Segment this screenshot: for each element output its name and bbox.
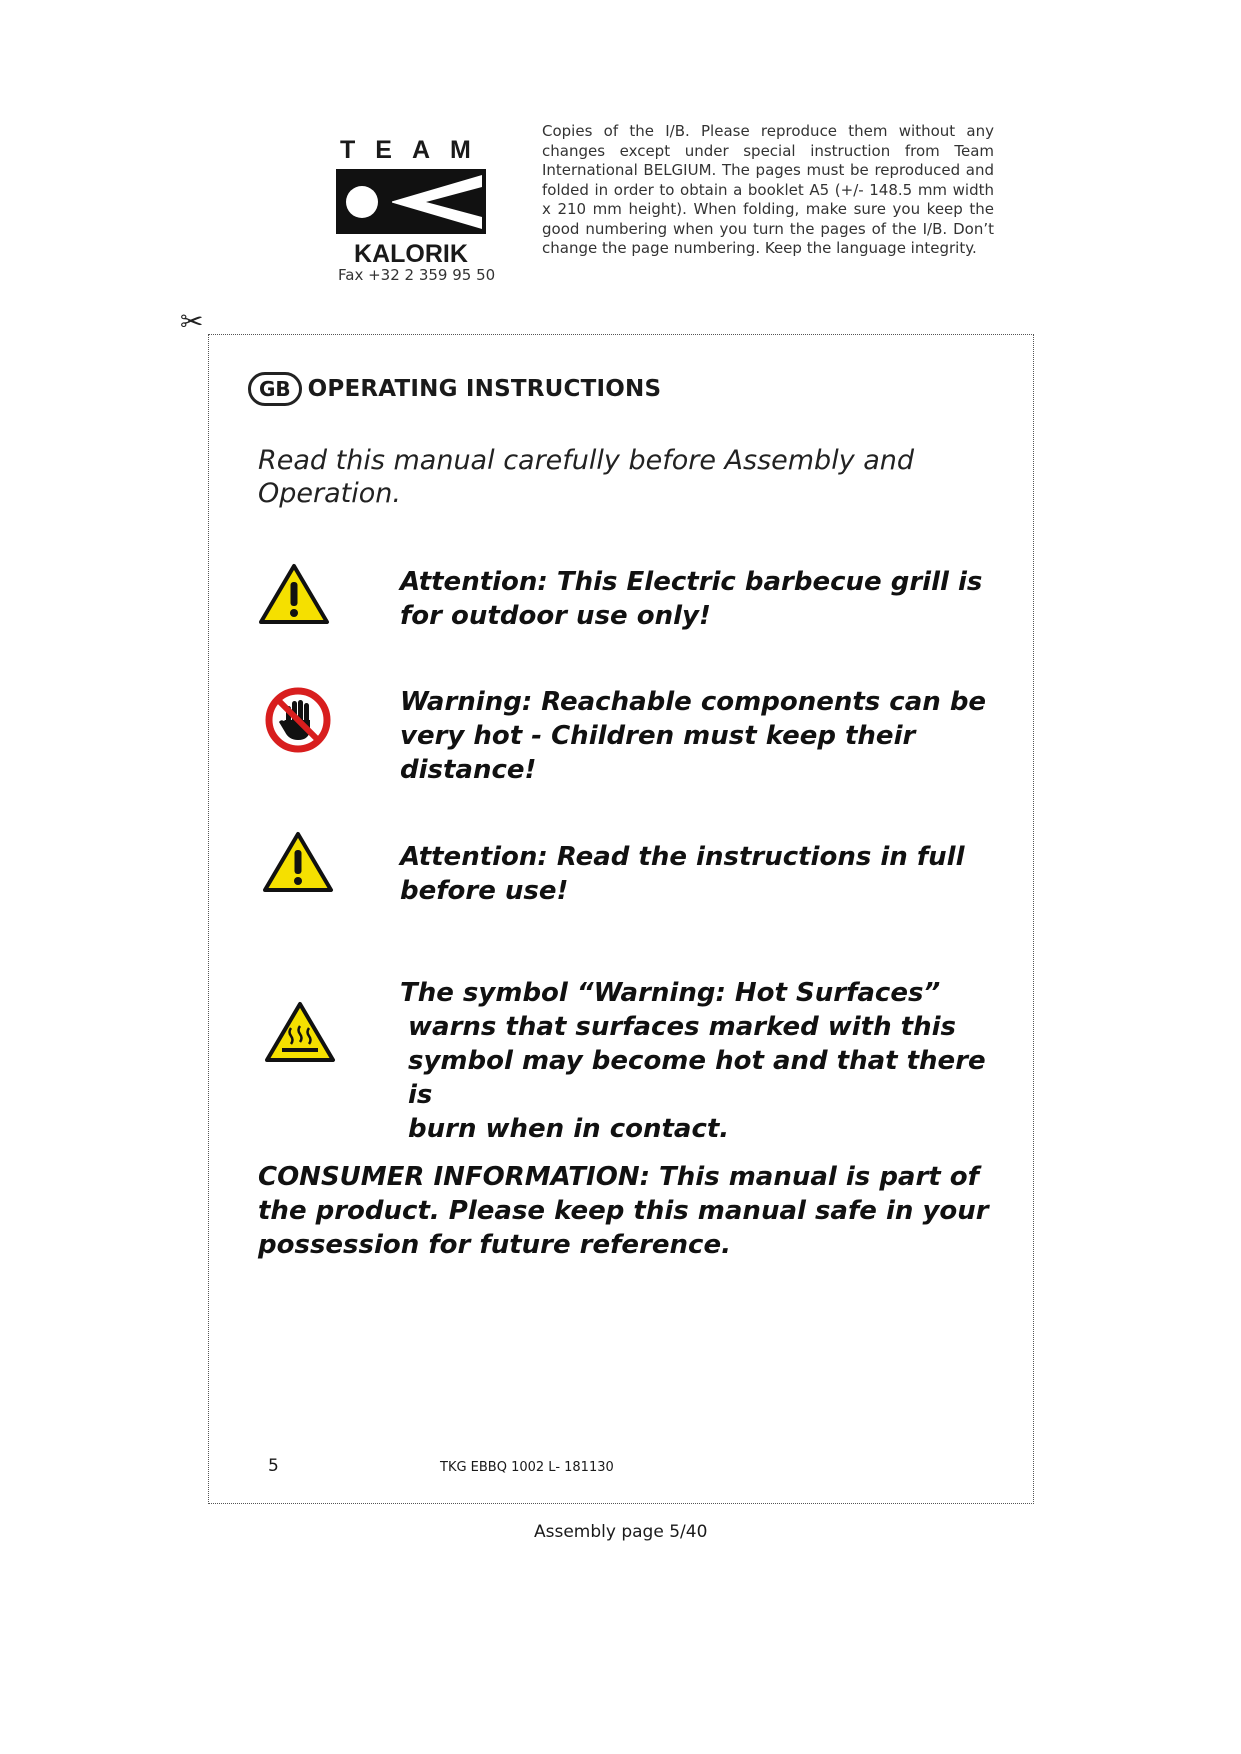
notice-hot-components: Warning: Reachable components can be very hot - Children must keep their distance! — [400, 687, 987, 785]
scissors-icon: ✂ — [180, 305, 204, 338]
warning-triangle-icon — [258, 562, 330, 626]
fax-number: Fax +32 2 359 95 50 — [338, 266, 496, 284]
page-title: OPERATING INSTRUCTIONS — [307, 376, 662, 402]
hot-surfaces-line-3: symbol may become hot and that there is — [408, 1046, 986, 1110]
hot-surfaces-line-1: The symbol “Warning: Hot Surfaces” — [400, 978, 941, 1008]
page-number: 5 — [268, 1456, 279, 1476]
notice-outdoor-use: Attention: This Electric barbecue grill is for outdoor use only! — [400, 567, 983, 631]
section-title — [248, 372, 661, 406]
hot-surfaces-line-2: warns that surfaces marked with this — [408, 1012, 956, 1042]
logo-brand-text: KALORIK — [354, 240, 468, 268]
copies-instructions: Copies of the I/B. Please reproduce them without any changes except under special instruction from Team International BELGIUM. The pages must be reproduced and folded in order to obtain a booklet A5 (+/- 148.5 mm width x 210 mm height). When folding, make sure you keep the good numbering when you turn the pages of the I/B. Don’t change the page numbering. Keep the language integrity. — [542, 122, 994, 257]
assembly-page-label: Assembly page 5/40 — [534, 1522, 708, 1542]
hot-surfaces-line-4: burn when in contact. — [408, 1114, 730, 1144]
kalorik-logo — [336, 136, 491, 268]
kalorik-k-icon — [336, 169, 486, 234]
logo-team-text: TEAM — [340, 136, 491, 164]
notice-read-instructions: Attention: Read the instructions in full before use! — [400, 842, 965, 906]
consumer-information: CONSUMER INFORMATION: This manual is part of the product. Please keep this manual safe in your possession for future reference. — [258, 1162, 989, 1260]
notice-hot-surfaces — [400, 976, 1010, 1146]
model-code: TKG EBBQ 1002 L- 181130 — [440, 1460, 614, 1475]
language-badge: GB — [248, 372, 302, 406]
intro-text: Read this manual carefully before Assembly and Operation. — [258, 445, 915, 509]
hot-surface-icon — [264, 1000, 336, 1064]
no-touch-hand-icon — [264, 686, 332, 754]
warning-triangle-icon — [262, 830, 334, 894]
